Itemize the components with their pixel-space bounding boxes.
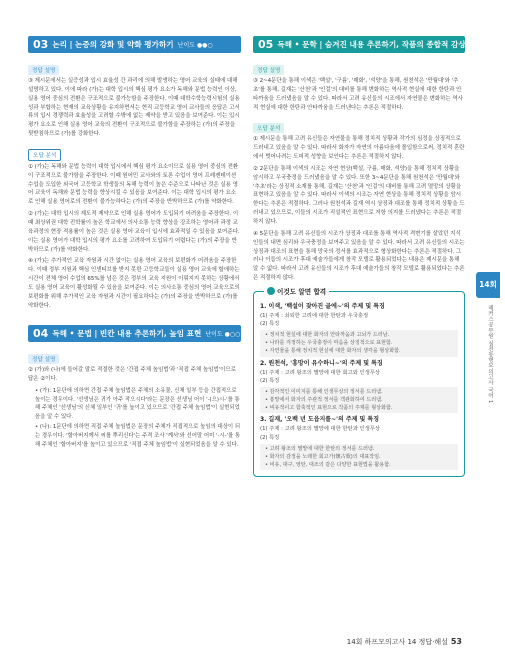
bullet-ga: • (가): 1문단에 의하면 간접 주체 높임법은 주체의 소유물, 신체 일부 등을 간접적으로 높이는 경우이다. '선생님은 귀가 아주 작으시다'라는 문장은 선생님 어이 '-(으)시-'를 통해 주체인 '선생님'의 신체 일부인 '귀'를 높이고 있으므로 '간접 주체 높임법'이 실현되었음을 알 수 있다.: [35, 388, 240, 420]
wrong-paragraph-4: ④ (가)는 추가적인 교육 자원과 시간 없이는 실용 영어 교육의 보편화가 어려움을 주장한다. 이때 정부 지원과 핵심 인센티브를 받지 못한 고등학교들이 실용 영어 교육에 할애하는 시간이 전체 영어 수업의 65%를 넘은 것은 정부의 교육 지원이 이뤄지지 못하는 상황에서도 실용 영어 교육이 활성화될 수 있음을 보여준다. 이는 의사소통 중심의 영어 교육으로의 보편화를 위해 추가적인 교육 자원과 시간이 필요하다는 (가)의 주장을 반박하므로 (가)를 약화한다.: [28, 258, 240, 309]
book-title-vertical: 해커스공무원 실전동형모의고사 국어 1: [487, 305, 493, 404]
tip-sublist: [260, 444, 458, 471]
tip-sub-item: • 비유적이고 함축적인 표현으로 작품의 주제를 형상화함.: [265, 405, 393, 412]
tip-line: (1) 주제 : 고려 왕조의 멸망에 대한 한탄과 인생무상: [260, 426, 380, 433]
tip-sub-item: • 자연물을 통해 정치적 현실에 대한 화자의 생각을 형상화함.: [265, 348, 401, 355]
tip-sub-item: • 비유, 대구, 영탄, 대조의 같은 다양한 표현법을 활용함.: [265, 462, 391, 469]
tip-sub-item: • 나라를 걱정하는 우국충정이 마음을 상징적으로 표현함.: [265, 340, 393, 347]
tip-box: [253, 287, 465, 477]
section-header-03: [28, 36, 241, 53]
difficulty-label: 난이도 ●●○: [469, 42, 505, 49]
tip-sub-item: • 화자의 감정을 노래한 회고가(懷古歌)의 대표작임.: [265, 453, 381, 460]
tip-sublist: [260, 330, 458, 357]
tip-sub-item: • 정치적 현실에 대한 화자의 안타까움과 고뇌가 드러남.: [265, 332, 390, 339]
tip-sub-item: • 흥망에서 화자의 주관적 정서를 객관화하여 드러냄.: [265, 397, 383, 404]
bullet-na: • (나): 1문단에 의하면 직접 주체 높임법은 문장의 주체가 직접적으로 높임의 대상이 되는 경우이다. '할아버지께서 씨를 뿌리신다'는 주격 조사 '께서'와 선어말 어미 '-시-'를 통해 주체인 '할아버지'를 높이고 있으므로 '직접 주체 높임법'이 실현되었음을 알 수 있다.: [35, 424, 241, 448]
tip-line: (2) 특징: [260, 435, 280, 442]
answer-explanation-tag: 정답 설명: [28, 354, 59, 364]
tip-sublist: [260, 387, 458, 414]
page-footer: [347, 637, 462, 647]
answer-explanation-tag: 정답 설명: [253, 65, 284, 75]
wrong-answer-tag: 오답 분석: [28, 149, 61, 161]
wrong-paragraph-2: ② (가)는 대학 입시의 제도적 제약으로 인해 실용 영어가 도입되기 어려움을 주장한다. 이때 최상위권 대학 진학률이 높은 학교에서 의사소통 능력 향상을 강조하는 영어과 과정 교육과정의 현장 적용률이 높은 것은 실용 영어 교육이 입시에 효과적일 수 있음을 보여준다. 이는 실용 영어가 대학 입시의 평가 요소를 고려하여 도입되기 어렵다는 (가)의 주장을 반박하므로 (가)를 약화한다.: [28, 211, 240, 253]
difficulty-label: 난이도 ●●○: [177, 42, 213, 49]
wrong-paragraph-1: ① 제시문을 통해 고려 유신들은 자연물을 통해 정치적 상황과 작가의 심정을 상징적으로 드러내고 있음을 알 수 있다. 따라서 화자가 자연의 아름다움에 몰입함으로써, 정치적 혼란에서 벗어나려는 도피적 성향을 보인다는 추론은 적절하지 않다.: [253, 136, 465, 161]
section-title: 독해 • 문학 | 숨겨진 내용 추론하기, 작품의 종합적 감상: [277, 40, 466, 49]
section-header-05: [253, 36, 505, 53]
footer-label: 14회 하프모의고사 14 정답·해설: [346, 638, 448, 646]
tip-line: (1) 주제 : 쇠퇴한 고려에 대한 한탄과 우국충정: [260, 312, 369, 319]
answer-paragraph: ③ 2~4문단을 통해 이색은 '백설', '구름', '매화', '석양'을 통해, 원천석은 '만월대'와 '추초'를 통해, 길재는 '산천'과 '인걸'의 대비를 통해 변화하는 역사적 현실에 대한 한탄과 안타까움을 드러냈음을 알 수 있다. 따라서 고려 유신들의 시조에서 자연물은 변화하는 역사적 현실에 대한 한탄과 안타까움을 드러낸다는 추론은 적절하다.: [253, 78, 463, 111]
tip-line: (2) 특징: [260, 378, 280, 385]
tip-heading-1: 1. 이색, '백설이 잦아진 골에~'의 주제 및 특징: [260, 302, 385, 310]
chapter-tab[interactable]: 14회: [476, 272, 500, 298]
page-number: 53: [450, 637, 462, 646]
wrong-answer-tag: 오답 분석: [253, 123, 284, 133]
lightbulb-icon: [267, 287, 275, 295]
answer-paragraph: ② (가)와 (나)에 들어갈 말로 적절한 것은 '간접 주체 높임법'과 '직접 주체 높임법'이므로 답은 ②이다.: [28, 367, 236, 383]
answer-explanation-tag: 정답 설명: [28, 65, 59, 75]
wrong-paragraph-4: ④ 5문단을 통해 고려 유신들의 시조가 상징과 대조를 통해 역사적 격변기를 살았던 지식인들의 내면 심리와 우국충정을 보여주고 있음을 알 수 있다. 따라서 고려 유신들의 시조는 상징과 대조의 표현을 통해 망국의 정서를 효과적으로 형상화한다는 추론은 적절하다. 그러나 이들의 시조가 후대 예술가들에게 창작 모델로 활용되었다는 내용은 제시문을 통해 알 수 없다. 따라서 고려 유신들의 시조가 후대 예술가들의 창작 모델로 활용되었다는 추론은 적절하지 않다.: [253, 230, 465, 282]
left-column: [28, 36, 241, 451]
section-title: 논리 | 논증의 강화 및 약화 평가하기: [52, 40, 174, 49]
tip-box-header: [264, 286, 329, 296]
tip-box-title: 이것도 알면 합격: [277, 287, 327, 296]
wrong-paragraph-2: ② 2문단을 통해 이색의 시조는 자연 현상(백설, 구름, 매화, 석양)을 통해 정치적 상황을 암시하고 우국충정을 드러냈음을 알 수 있다. 또한 3~4문단을 통해 원천석은 '만월대'와 '추초'라는 상징적 소재를 통해, 길재는 '산천'과 '인걸'의 대비를 통해 고려 멸망의 상황을 표현하고 있음을 알 수 있다. 따라서 이색의 시조는 자연 현상을 통해 정치적 상황을 암시한다는 추론은 적절하다. 그러나 원천석과 길재 역시 상징과 대조를 통해 정치적 상황을 드러내고 있으므로, 이들의 시조가 직설적인 표현으로 저항 의지를 드러냈다는 추론은 적절하지 않다.: [253, 165, 465, 225]
wrong-paragraph-1: ① (가)는 독해와 문법 능력이 대학 입시에서 핵심 평가 요소이므로 실용 영어 중심의 전환이 구조적으로 불가함을 주장한다. 이때 원어민 교사와의 토론 수업이 영어 프레젠테이션 수업을 도입한 외국어 고등학교 학생들의 독해 능력이 높은 수준으로 나타난 것은 실용 영어 교육이 독해와 문법 능력을 향상시킬 수 있음을 보여준다. 이는 대학 입시의 평가 요소로 인해 실용 영어로의 전환이 불가능하다는 (가)의 주장을 반박하므로 (가)를 약화한다.: [28, 163, 239, 206]
answer-paragraph: ③ 제시문에서는 실증성과 입시 효율성 간 과리에 의해 발생하는 영어 교육의 실태에 대해 설명하고 있다. 이에 따라 (가)는 대학 입시의 핵심 평가 요소가 독해와 문법 능력인 이상, 실용 영어 중심의 전환은 구조적으로 불가능함을 주장한다. 이때 대학수학능력시험의 실용성과 부합하는 현재의 교육상황을 유지하면서는 현직 교등학교 영어 교사들의 응답은 고서류의 입시 경쟁력과 효율성을 고려할 수밖에 없는 제약을 받고 있음을 보여준다. 이는 입시 평가 요소로 인해 실용 영어 교육의 전환이 구조적으로 불가함을 주장하는 (가)의 주장을 뒷받침하므로 (가)를 강화한다.: [28, 78, 240, 138]
section-number: 03: [33, 38, 49, 51]
tip-line: (2) 특징: [260, 321, 280, 328]
difficulty-label: 난이도 ●○○: [205, 331, 241, 339]
section-title: 독해 • 문법 | 빈칸 내용 추론하기, 높임 표현: [52, 329, 202, 339]
tip-sub-item: • 고려 왕조의 멸망에 대한 한탄의 정서를 드러냄.: [265, 445, 375, 452]
section-header-04: [28, 325, 241, 342]
section-number: 05: [258, 38, 274, 51]
tip-heading-3: 3. 길재, '오백 년 도읍지를~'의 주제 및 특징: [260, 416, 379, 424]
section-number: 04: [33, 327, 49, 341]
tip-heading-2: 2. 원천석, '흥망이 유수하니~'의 주제 및 특징: [260, 359, 383, 367]
tip-sub-item: • 감각적인 이미지를 통해 인생무상의 정서를 드러냄.: [265, 388, 383, 395]
tip-line: (1) 주제 : 고려 왕조의 멸망에 대한 회고와 인생무상: [260, 369, 380, 376]
